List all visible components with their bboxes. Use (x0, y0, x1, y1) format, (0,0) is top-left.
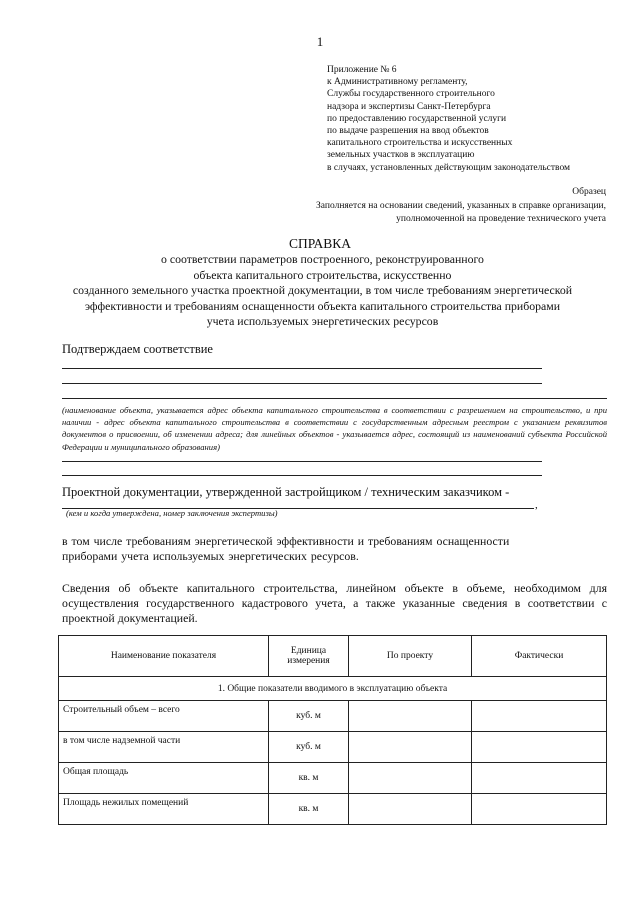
fill-line[interactable] (62, 368, 542, 369)
row-actual-cell[interactable] (472, 763, 607, 794)
appendix-line: к Административному регламенту, (327, 77, 468, 88)
table-row (59, 763, 607, 794)
object-note: (наименование объекта, указывается адрес объекта капитального строительства в соответствии с разрешением на строительство, и при наличии - адрес объекта капитального строительства в соответствии с государственным адресным реестром с указанием реквизитов документов о присвоении, об изменении адреса; для линейных объектов - указывается адрес, состоящий из наименований субъекта Российской Федерации и муниципального образования) (62, 405, 607, 452)
subtitle-line: эффективности и требованиям оснащенности объекта капитального строительства приборами (84, 298, 561, 313)
table-row (59, 794, 607, 825)
row-project-cell[interactable] (349, 794, 472, 825)
row-project-cell[interactable] (349, 763, 472, 794)
page-number: 1 (316, 34, 324, 49)
row-name: Площадь нежилых помещений (59, 794, 269, 825)
indicators-table (58, 635, 607, 825)
document-subtitle (40, 252, 605, 330)
header-project: По проекту (349, 636, 472, 677)
fill-line[interactable] (62, 383, 542, 384)
appendix-line: земельных участков в эксплуатацию (327, 150, 475, 161)
header-actual: Фактически (472, 636, 607, 677)
appendix-line: по выдаче разрешения на ввод объектов (327, 126, 489, 137)
row-name: Общая площадь (59, 763, 269, 794)
row-project-cell[interactable] (349, 732, 472, 763)
appendix-block (327, 64, 627, 174)
header-unit: Единица измерения (269, 636, 349, 677)
document-title: СПРАВКА (288, 236, 352, 251)
appendix-line: Службы государственного строительного (327, 89, 495, 100)
row-actual-cell[interactable] (472, 794, 607, 825)
table-row (59, 701, 607, 732)
table-section-row (59, 677, 607, 701)
sample-label: Образец (572, 187, 606, 197)
row-unit: куб. м (269, 701, 349, 732)
appendix-line: по предоставлению государственной услуги (327, 113, 507, 124)
subtitle-line: о соответствии параметров построенного, реконструированного (161, 252, 484, 266)
section-title: 1. Общие показатели вводимого в эксплуатацию объекта (59, 677, 607, 701)
paragraph-cadastral: Сведения об объекте капитального строительства, линейном объекте в объеме, необходимом для осуществления государственного кадастрового учета, а также указанные сведения в соответствии с проектной документацией. (62, 581, 607, 625)
fill-note-line1: Заполняется на основании сведений, указанных в справке организации, (316, 201, 606, 211)
fill-note (266, 200, 606, 225)
appendix-line: надзора и экспертизы Санкт-Петербурга (327, 101, 491, 112)
fill-line[interactable] (62, 475, 542, 476)
table-row (59, 732, 607, 763)
subtitle-line: учета используемых энергетических ресурсов (206, 314, 439, 328)
project-doc-label: Проектной документации, утвержденной застройщиком / техническим заказчиком - (62, 485, 510, 499)
row-actual-cell[interactable] (472, 732, 607, 763)
row-unit: куб. м (269, 732, 349, 763)
row-project-cell[interactable] (349, 701, 472, 732)
paragraph-energy: в том числе требованиям энергетической эффективности и требованиям оснащенности приборами учета используемых энергетических ресурсов. (62, 534, 510, 563)
table-header-row (59, 636, 607, 677)
appendix-line: в случаях, установленных действующим законодательством (327, 162, 571, 173)
header-name: Наименование показателя (59, 636, 269, 677)
comma: , (535, 499, 538, 511)
row-unit: кв. м (269, 763, 349, 794)
row-unit: кв. м (269, 794, 349, 825)
row-name: Строительный объем – всего (59, 701, 269, 732)
fill-note-line2: уполномоченной на проведение технического учета (396, 213, 606, 224)
subtitle-line: созданного земельного участка проектной документации, в том числе требованиям энергетической (72, 283, 573, 297)
fill-line[interactable] (62, 461, 542, 462)
subtitle-line: объекта капитального строительства, искусственно (193, 267, 452, 282)
fill-line[interactable] (62, 398, 607, 399)
appendix-line: Приложение № 6 (327, 65, 397, 75)
approval-note: (кем и когда утверждена, номер заключения экспертизы) (66, 508, 278, 518)
row-name: в том числе надземной части (59, 732, 269, 763)
confirm-label: Подтверждаем соответствие (62, 342, 213, 356)
row-actual-cell[interactable] (472, 701, 607, 732)
appendix-line: капитального строительства и искусственных (327, 138, 513, 149)
